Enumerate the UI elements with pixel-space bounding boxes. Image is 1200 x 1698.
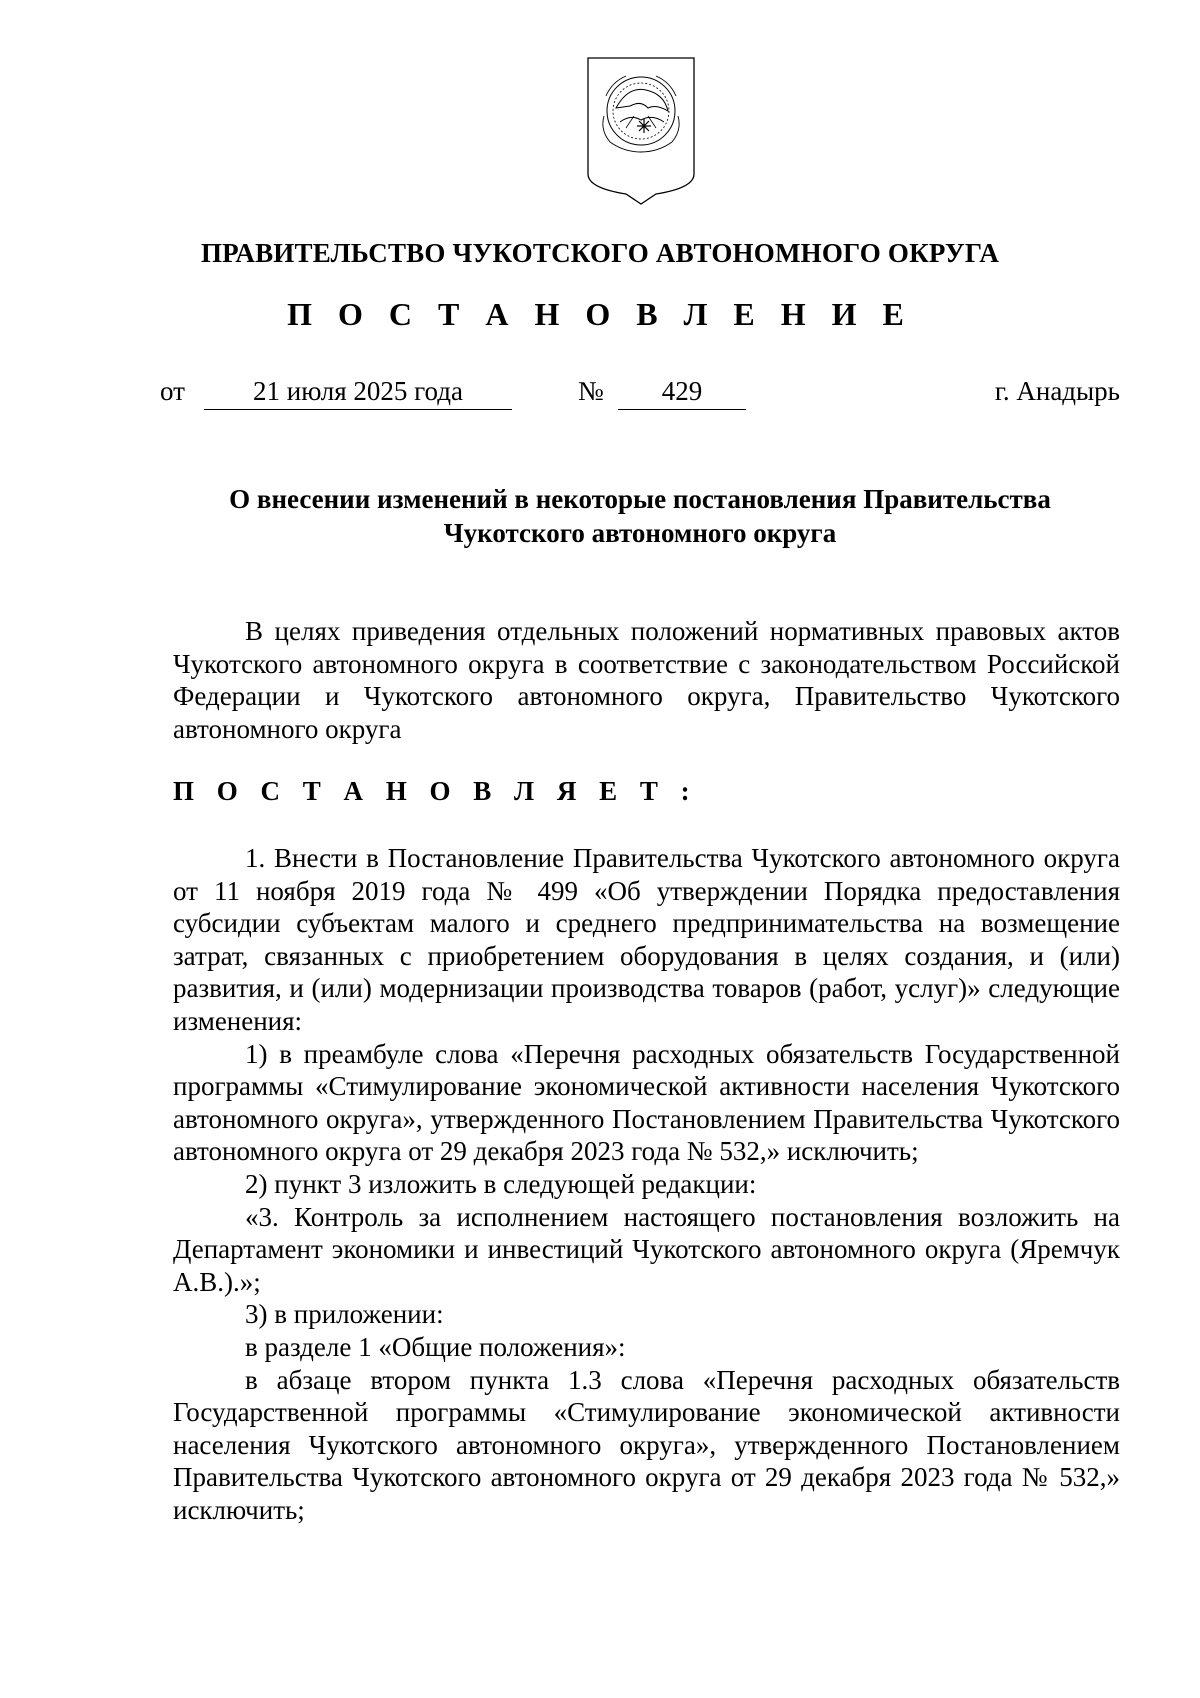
subject-line: Чукотского автономного округа — [443, 518, 837, 548]
subject-line: О внесении изменений в некоторые постановления Правительства — [229, 484, 1051, 514]
coat-of-arms-icon — [586, 56, 696, 206]
number-label: № — [578, 376, 604, 406]
paragraph: 1. Внести в Постановление Правительства Чукотского автономного округа от 11 ноября 2019 года № 499 «Об утверждении Порядка предоставления субсидии субъектам малого и среднего предпринимательства на возмещение затрат, связанных с приобретением оборудования в целях создания, и (или) развития, и (или) модернизации производства товаров (работ, услуг)» следующие изменения: — [173, 843, 1120, 1036]
paragraph: 3) в приложении: — [245, 1299, 444, 1330]
document-date: 21 июля 2025 года — [204, 376, 512, 410]
document-city: г. Анадырь — [994, 376, 1120, 406]
paragraph: в разделе 1 «Общие положения»: — [245, 1331, 626, 1362]
decree-items — [173, 842, 1120, 1526]
document-number: 429 — [618, 376, 746, 410]
document-subject — [160, 482, 1120, 550]
paragraph: 2) пункт 3 изложить в следующей редакции: — [245, 1168, 757, 1199]
intro-section — [173, 615, 1120, 745]
government-title: ПРАВИТЕЛЬСТВО ЧУКОТСКОГО АВТОНОМНОГО ОКРУГА — [200, 238, 1000, 268]
document-meta — [160, 376, 1120, 416]
intro-paragraph: В целях приведения отдельных положений нормативных правовых актов Чукотского автономного округа в соответствие с законодательством Российской Федерации и Чукотского автономного округа, Правительство Чукотского автономного округа — [173, 616, 1120, 744]
paragraph: в абзаце втором пункта 1.3 слова «Перечня расходных обязательств Государственной программы «Стимулирование экономической активности населения Чукотского автономного округа», утвержденного Постановлением Правительства Чукотского автономного округа от 29 декабря 2023 года № 532,» исключить; — [173, 1364, 1120, 1525]
document-type: П О С Т А Н О В Л Е Н И Е — [287, 296, 913, 332]
paragraph: «3. Контроль за исполнением настоящего постановления возложить на Департамент экономики и инвестиций Чукотского автономного округа (Яремчук А.В.).»; — [173, 1201, 1120, 1297]
date-label: от — [160, 376, 185, 406]
decree-heading: П О С Т А Н О В Л Я Е Т : — [173, 776, 698, 806]
paragraph: 1) в преамбуле слова «Перечня расходных обязательств Государственной программы «Стимулирование экономической активности населения Чукотского автономного округа», утвержденного Постановлением Правительства Чукотского автономного округа от 29 декабря 2023 года № 532,» исключить; — [173, 1038, 1120, 1167]
